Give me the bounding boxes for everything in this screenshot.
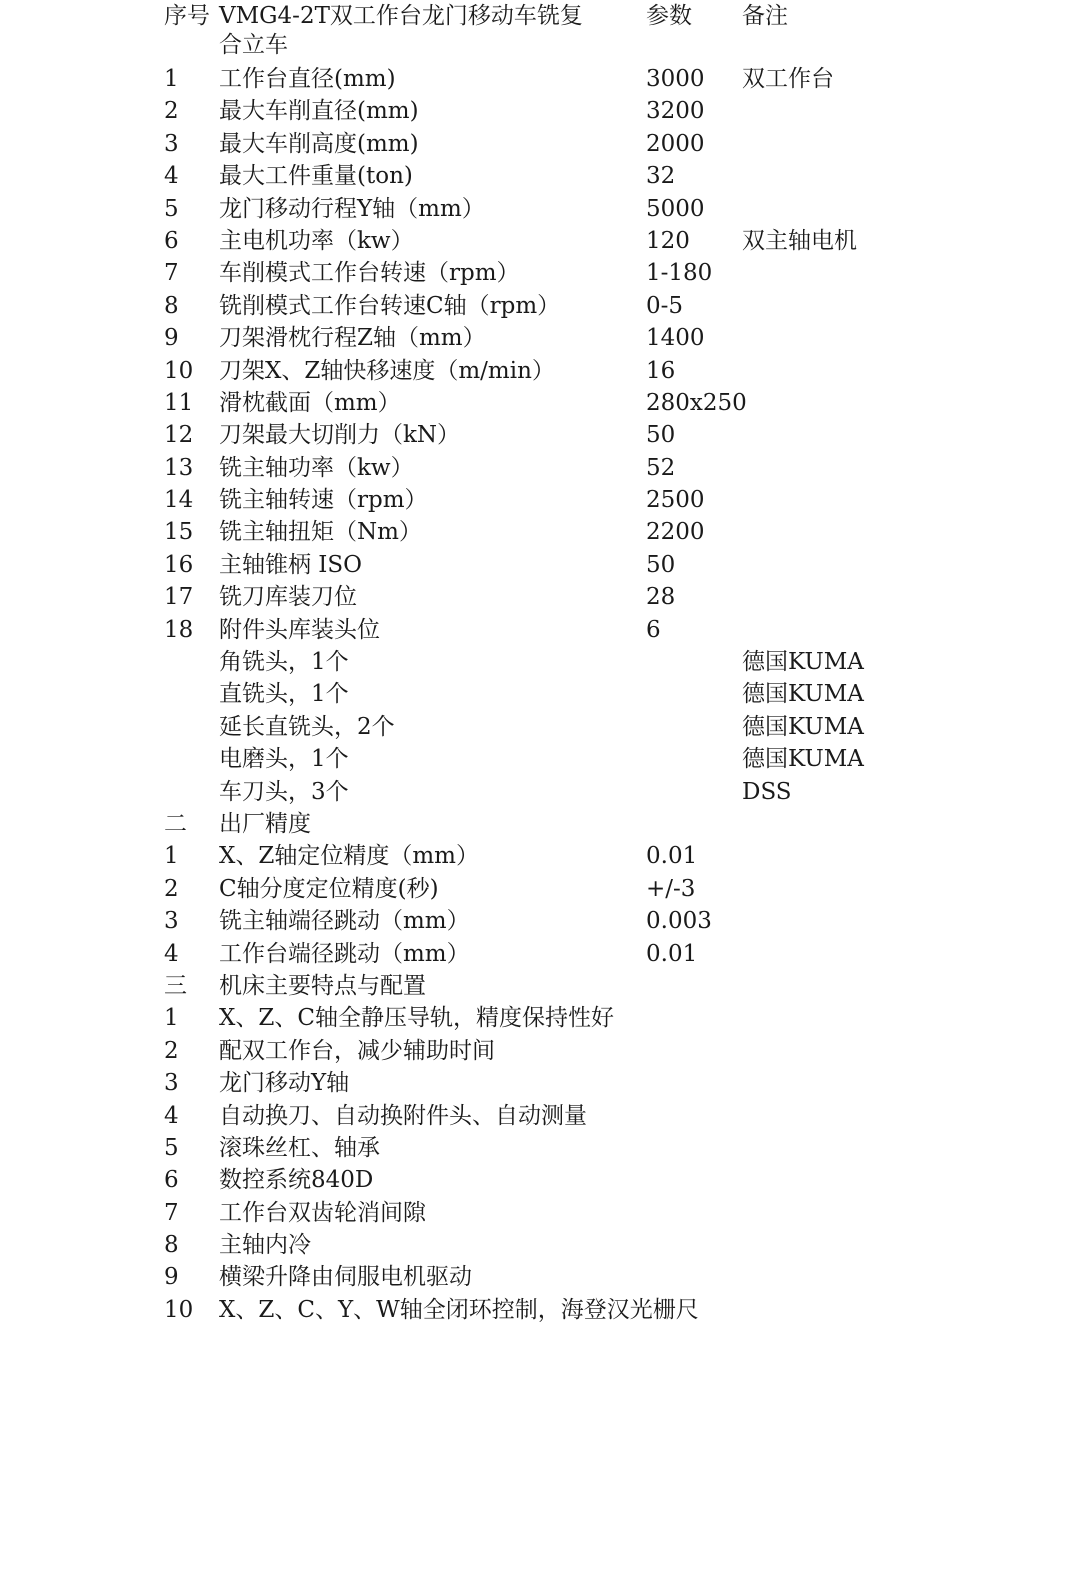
row-param: 28 <box>646 584 676 611</box>
row-index: 8 <box>164 292 179 319</box>
table-row <box>164 678 924 710</box>
row-index: 9 <box>164 1264 179 1291</box>
table-header <box>164 2 884 64</box>
table-row <box>164 614 924 646</box>
row-param: 50 <box>646 551 676 578</box>
row-item: 车刀头，3个 <box>219 778 349 805</box>
row-item: 车削模式工作台转速（rpm） <box>219 260 520 287</box>
row-item: 最大工件重量(ton) <box>219 163 413 190</box>
table-row <box>164 1294 924 1326</box>
row-param: 0.01 <box>646 843 698 870</box>
row-item: 刀架X、Z轴快移速度（m/min） <box>219 357 555 384</box>
row-item: 铣刀库装刀位 <box>219 584 357 611</box>
row-param: 3000 <box>646 66 705 92</box>
row-note: 德国KUMA <box>742 649 864 676</box>
row-item: 最大车削高度(mm) <box>219 130 419 157</box>
row-index: 5 <box>164 1134 179 1161</box>
row-index: 18 <box>164 616 194 643</box>
row-param: 1400 <box>646 325 705 352</box>
table-row <box>164 452 924 484</box>
table-row <box>164 1164 924 1196</box>
row-item: 滚珠丝杠、轴承 <box>219 1134 380 1161</box>
row-index: 13 <box>164 454 194 481</box>
row-note: DSS <box>742 778 792 805</box>
row-item: X、Z、C轴全静压导轨，精度保持性好 <box>219 1005 614 1032</box>
row-item: 机床主要特点与配置 <box>219 972 426 999</box>
row-item: 龙门移动行程Y轴（mm） <box>219 195 485 222</box>
row-item: 工作台端径跳动（mm） <box>219 940 470 967</box>
header-item <box>219 2 639 60</box>
row-param: 0-5 <box>646 292 684 319</box>
row-note: 德国KUMA <box>742 713 864 740</box>
row-note: 双主轴电机 <box>742 227 857 254</box>
row-param: 120 <box>646 227 690 254</box>
table-row <box>164 160 924 192</box>
row-index: 8 <box>164 1232 179 1259</box>
row-item: 自动换刀、自动换附件头、自动测量 <box>219 1102 587 1129</box>
row-item: 主轴锥柄 ISO <box>219 551 363 578</box>
row-item: 刀架滑枕行程Z轴（mm） <box>219 325 486 352</box>
row-param: 280x250 <box>646 389 747 416</box>
row-param: 50 <box>646 422 676 449</box>
row-item: 龙门移动Y轴 <box>219 1070 350 1097</box>
row-param: 5000 <box>646 195 705 222</box>
table-row <box>164 257 924 289</box>
row-param: +/-3 <box>646 875 696 902</box>
row-index: 1 <box>164 66 179 92</box>
header-index: 序号 <box>164 3 210 29</box>
table-row <box>164 1261 924 1293</box>
row-index: 9 <box>164 325 179 352</box>
row-index: 三 <box>164 972 187 999</box>
row-index: 2 <box>164 1037 179 1064</box>
row-param: 3200 <box>646 98 705 125</box>
header-item-line2: 合立车 <box>219 32 288 58</box>
header-item-line1: VMG4-2T双工作台龙门移动车铣复 <box>219 3 583 29</box>
row-param: 0.01 <box>646 940 698 967</box>
row-item: 主电机功率（kw） <box>219 227 414 254</box>
row-index: 3 <box>164 1070 179 1097</box>
row-index: 7 <box>164 260 179 287</box>
row-index: 1 <box>164 1005 179 1032</box>
table-row <box>164 905 924 937</box>
table-row <box>164 1035 924 1067</box>
row-index: 6 <box>164 1167 179 1194</box>
row-item: 主轴内冷 <box>219 1232 311 1259</box>
row-item: 角铣头，1个 <box>219 649 349 676</box>
row-index: 3 <box>164 130 179 157</box>
row-item: C轴分度定位精度(秒) <box>219 875 439 902</box>
table-row <box>164 516 924 548</box>
row-index: 14 <box>164 487 194 514</box>
row-index: 3 <box>164 908 179 935</box>
row-index: 1 <box>164 843 179 870</box>
row-index: 7 <box>164 1199 179 1226</box>
row-item: 铣削模式工作台转速C轴（rpm） <box>219 292 561 319</box>
row-index: 2 <box>164 875 179 902</box>
row-index: 12 <box>164 422 194 449</box>
row-index: 4 <box>164 940 179 967</box>
row-item: 附件头库装头位 <box>219 616 380 643</box>
table-row <box>164 225 924 257</box>
row-index: 15 <box>164 519 194 546</box>
row-param: 52 <box>646 454 676 481</box>
table-row <box>164 646 924 678</box>
row-param: 2200 <box>646 519 705 546</box>
table-row <box>164 840 924 872</box>
row-item: 数控系统840D <box>219 1167 374 1194</box>
row-item: 配双工作台，减少辅助时间 <box>219 1037 495 1064</box>
row-param: 6 <box>646 616 661 643</box>
row-index: 2 <box>164 98 179 125</box>
table-row <box>164 387 924 419</box>
table-row <box>164 938 924 970</box>
table-row <box>164 743 924 775</box>
table-row <box>164 128 924 160</box>
row-item: 出厂精度 <box>219 810 311 837</box>
table-row <box>164 193 924 225</box>
row-item: 工作台双齿轮消间隙 <box>219 1199 426 1226</box>
header-note: 备注 <box>742 3 788 29</box>
row-index: 10 <box>164 357 194 384</box>
table-row <box>164 549 924 581</box>
row-item: 铣主轴端径跳动（mm） <box>219 908 470 935</box>
table-row <box>164 711 924 743</box>
row-item: 滑枕截面（mm） <box>219 389 401 416</box>
table-row <box>164 1132 924 1164</box>
spec-rows <box>164 63 924 1326</box>
row-item: 最大车削直径(mm) <box>219 98 419 125</box>
row-index: 17 <box>164 584 194 611</box>
table-row <box>164 1067 924 1099</box>
table-row <box>164 581 924 613</box>
table-row <box>164 776 924 808</box>
table-row <box>164 63 924 95</box>
row-item: 铣主轴扭矩（Nm） <box>219 519 422 546</box>
row-index: 6 <box>164 227 179 254</box>
row-item: 工作台直径(mm) <box>219 66 396 92</box>
table-row <box>164 1197 924 1229</box>
table-row <box>164 970 924 1002</box>
table-row <box>164 484 924 516</box>
row-index: 4 <box>164 1102 179 1129</box>
row-note: 双工作台 <box>742 66 834 92</box>
table-row <box>164 355 924 387</box>
table-row <box>164 1002 924 1034</box>
table-row <box>164 873 924 905</box>
row-index: 10 <box>164 1296 194 1323</box>
table-row <box>164 95 924 127</box>
row-item: 横梁升降由伺服电机驱动 <box>219 1264 472 1291</box>
table-row <box>164 1229 924 1261</box>
row-item: X、Z轴定位精度（mm） <box>219 843 479 870</box>
table-row <box>164 290 924 322</box>
row-item: 直铣头，1个 <box>219 681 349 708</box>
row-item: 延长直铣头，2个 <box>219 713 395 740</box>
row-param: 1-180 <box>646 260 713 287</box>
row-item: 铣主轴转速（rpm） <box>219 487 428 514</box>
row-item: 刀架最大切削力（kN） <box>219 422 461 449</box>
row-index: 二 <box>164 810 187 837</box>
table-row <box>164 419 924 451</box>
table-row <box>164 322 924 354</box>
row-item: 铣主轴功率（kw） <box>219 454 414 481</box>
row-item: X、Z、C、Y、W轴全闭环控制，海登汉光栅尺 <box>219 1296 699 1323</box>
row-note: 德国KUMA <box>742 681 864 708</box>
row-param: 16 <box>646 357 676 384</box>
table-row <box>164 1100 924 1132</box>
row-item: 电磨头，1个 <box>219 746 349 773</box>
row-index: 5 <box>164 195 179 222</box>
table-row <box>164 808 924 840</box>
row-index: 11 <box>164 389 194 416</box>
row-param: 0.003 <box>646 908 712 935</box>
row-note: 德国KUMA <box>742 746 864 773</box>
row-param: 2500 <box>646 487 705 514</box>
header-param: 参数 <box>646 3 692 29</box>
row-param: 32 <box>646 163 676 190</box>
row-index: 4 <box>164 163 179 190</box>
row-param: 2000 <box>646 130 705 157</box>
row-index: 16 <box>164 551 194 578</box>
